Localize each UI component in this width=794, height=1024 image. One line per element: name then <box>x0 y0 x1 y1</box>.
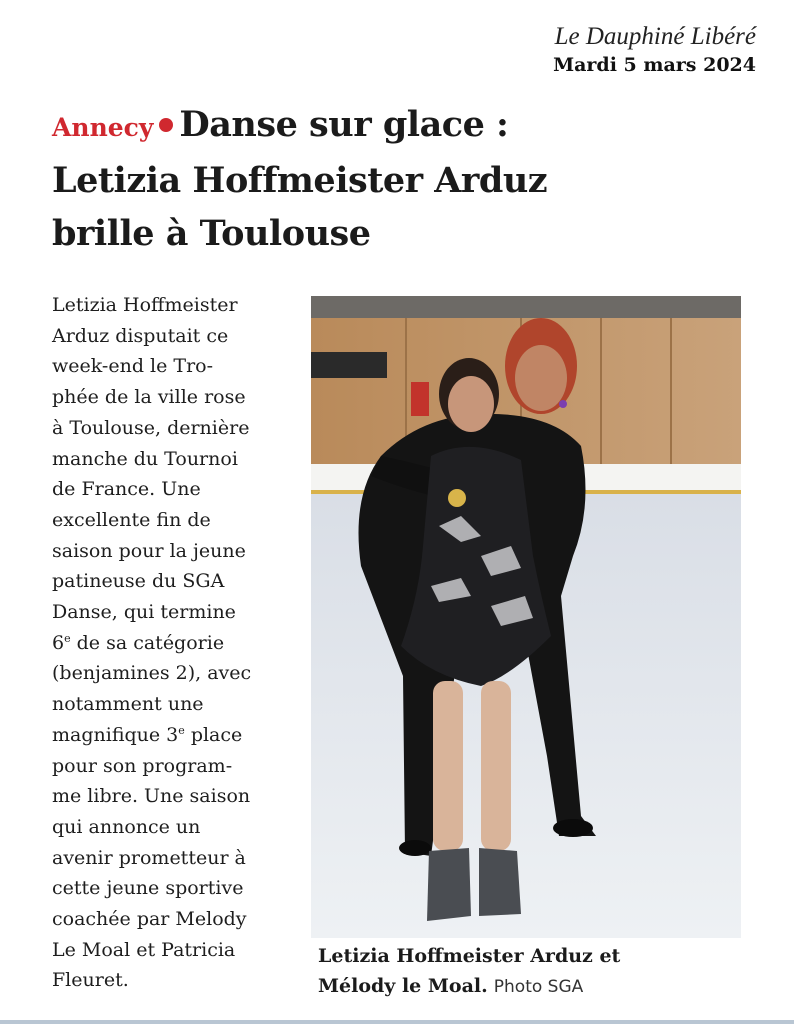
photo-credit: Photo SGA <box>493 977 584 997</box>
body-line: qui annonce un <box>52 815 201 838</box>
headline-line-3: brille à Toulouse <box>52 213 371 254</box>
article-body <box>52 290 308 996</box>
body-line: manche du Tournoi <box>52 447 238 470</box>
body-line: à Toulouse, dernière <box>52 416 250 439</box>
headline-line-2: Letizia Hoffmeister Arduz <box>52 160 548 201</box>
caption-line-2: Mélody le Moal. <box>318 975 488 997</box>
body-line: notamment une <box>52 693 204 716</box>
body-line: Fleuret. <box>52 969 129 992</box>
caption-line-1: Letizia Hoffmeister Arduz et <box>318 945 621 967</box>
photo-caption <box>318 941 758 1002</box>
body-line: saison pour la jeune <box>52 539 246 562</box>
photo-illustration <box>311 296 741 938</box>
body-line: coachée par Melody <box>52 908 247 931</box>
banner <box>411 382 429 416</box>
body-line: patineuse du SGA <box>52 570 225 593</box>
publication-date: Mardi 5 mars 2024 <box>553 54 756 76</box>
body-line: Letizia Hoffmeister <box>52 294 238 316</box>
body-line: avenir prometteur à <box>52 846 246 869</box>
body-line: de France. Une <box>52 478 201 501</box>
body-line: phée de la ville rose <box>52 386 246 409</box>
body-line: me libre. Une saison <box>52 785 251 808</box>
location-kicker: Annecy <box>52 113 154 142</box>
body-line: excellente fin de <box>52 508 211 531</box>
body-line: magnifique 3e place <box>52 723 243 746</box>
bottom-rule <box>0 1020 794 1024</box>
body-line: week-end le Tro- <box>52 355 214 378</box>
body-line: 6e de sa catégorie <box>52 631 225 654</box>
headline-line-1: Danse sur glace : <box>179 104 509 145</box>
body-line: cette jeune sportive <box>52 877 244 900</box>
body-line: Le Moal et Patricia <box>52 938 236 961</box>
ceiling <box>311 296 741 318</box>
headline <box>52 98 752 260</box>
scoreboard <box>311 352 387 378</box>
body-line: Danse, qui termine <box>52 601 236 624</box>
body-line: (benjamines 2), avec <box>52 662 252 685</box>
body-line: Arduz disputait ce <box>52 324 229 347</box>
newspaper-name: Le Dauphiné Libéré <box>554 23 756 50</box>
kicker-dot-icon <box>159 118 173 132</box>
skating-photo <box>311 296 741 938</box>
body-line: pour son program- <box>52 754 233 777</box>
masthead <box>553 22 756 78</box>
medal <box>448 489 466 507</box>
